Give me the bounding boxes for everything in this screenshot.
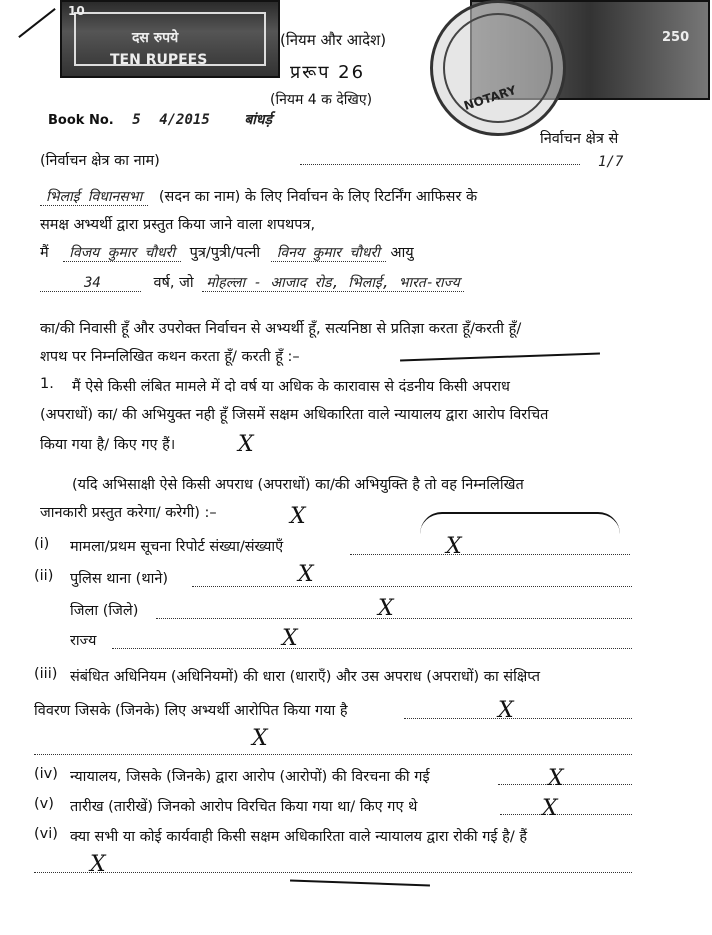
field-ii-number: (ii) xyxy=(34,568,54,584)
condition-line2: जानकारी प्रस्तुत करेगा/ करेगी) :– xyxy=(40,505,217,521)
book-number-handwritten: 5 xyxy=(132,112,141,128)
constituency-name-line xyxy=(300,150,580,165)
affidavit-intro: समक्ष अभ्यर्थी द्वारा प्रस्तुत किया जाने वाला शपथपत्र, xyxy=(40,217,316,233)
field-iii-line-a xyxy=(404,704,632,719)
declarant-mai: मैं xyxy=(40,245,49,261)
bottom-stroke xyxy=(290,880,430,886)
stamp-value-hindi: दस रुपये xyxy=(132,30,179,46)
page-note: 1/7 xyxy=(598,154,624,170)
item1-number: 1. xyxy=(40,376,54,392)
rule-reference: (नियम 4 क देखिए) xyxy=(270,92,373,108)
stamp-value-english: TEN RUPEES xyxy=(110,52,208,68)
father-name-handwritten: विनय कुमार चौधरी xyxy=(271,245,386,262)
oath-line: शपथ पर निम्नलिखित कथन करता हूँ/ करती हूँ :– xyxy=(40,349,300,365)
field-vi-number: (vi) xyxy=(34,826,58,842)
condition-x-mark: X xyxy=(290,504,306,529)
field-iv-line xyxy=(498,770,632,785)
stamp-right-value: 250 xyxy=(662,30,690,45)
district-label: जिला (जिले) xyxy=(70,603,139,619)
declarant-line xyxy=(40,242,414,262)
field-iii-x-mark-a: X xyxy=(498,698,514,723)
field-vi-line xyxy=(34,858,632,873)
field-i-x-mark: X xyxy=(446,534,462,559)
field-v-number: (v) xyxy=(34,796,54,812)
state-label: राज्य xyxy=(70,633,97,649)
age-label: आयु xyxy=(390,245,414,261)
field-iii-line1: संबंधित अधिनियम (अधिनियमों) की धारा (धाराएँ) और उस अपराध (अपराधों) का संक्षिप्त xyxy=(70,669,540,685)
item1-line3: किया गया है/ किए गए हैं। xyxy=(40,437,176,453)
constituency-label-left: (निर्वाचन क्षेत्र का नाम) xyxy=(40,153,160,169)
field-iii-line-b xyxy=(34,740,632,755)
field-i-number: (i) xyxy=(34,536,50,552)
seal-text: NOTARY xyxy=(462,82,518,114)
address-handwritten: मोहल्ला - आजाद रोड, भिलाई, भारत-राज्य xyxy=(202,275,463,292)
place-handwritten: बांधर्ड़ xyxy=(244,112,273,128)
item1-x-mark: X xyxy=(238,432,254,457)
stamp-ten-rupees xyxy=(60,0,280,78)
field-v-x-mark: X xyxy=(542,796,558,821)
book-line xyxy=(48,110,272,129)
constituency-label-right: निर्वाचन क्षेत्र से xyxy=(540,131,619,147)
field-iv-number: (iv) xyxy=(34,766,58,782)
rules-heading: (नियम और आदेश) xyxy=(280,31,387,49)
notary-seal xyxy=(430,0,566,136)
age-address-line xyxy=(40,272,464,292)
item1-line2: (अपराधों) का/ की अभियुक्त नही हूँ जिसमें सक्षम अधिकारिता वाले न्यायालय द्वारा आरोप विरचित xyxy=(40,407,549,423)
field-ii-label: पुलिस थाना (थाने) xyxy=(70,571,169,587)
relation-label: पुत्र/पुत्री/पत्नी xyxy=(189,245,261,261)
field-iii-x-mark-b: X xyxy=(252,726,268,751)
house-line xyxy=(40,186,477,206)
age-handwritten: 34 xyxy=(40,275,141,292)
field-iii-number: (iii) xyxy=(34,666,58,682)
field-iv-label: न्यायालय, जिसके (जिनके) द्वारा आरोप (आरोपों) की विरचना की गई xyxy=(70,769,430,785)
house-name-handwritten: भिलाई विधानसभा xyxy=(40,189,148,206)
field-vi-x-mark: X xyxy=(90,852,106,877)
state-x-mark: X xyxy=(282,626,298,651)
state-line xyxy=(112,634,632,649)
field-v-label: तारीख (तारीखें) जिनको आरोप विरचित किया गया था/ किए गए थे xyxy=(70,799,418,815)
house-text: (सदन का नाम) के लिए निर्वाचन के लिए रिटर्निंग आफिसर के xyxy=(158,189,478,205)
field-iv-x-mark: X xyxy=(548,766,564,791)
field-v-line xyxy=(500,800,632,815)
form-number: प्ररूप 26 xyxy=(290,62,366,83)
field-vi-label: क्या सभी या कोई कार्यवाही किसी सक्षम अधिकारिता वाले न्यायालय द्वारा रोकी गई है/ हैं xyxy=(70,829,528,845)
oath-underline-stroke xyxy=(400,353,600,361)
diagonal-mark xyxy=(18,8,55,38)
condition-curve-stroke xyxy=(420,512,620,534)
stamp-value-top: 10 xyxy=(68,4,85,18)
field-i-label: मामला/प्रथम सूचना रिपोर्ट संख्या/संख्याएँ xyxy=(70,539,284,555)
serial-handwritten: 4/2015 xyxy=(159,112,210,128)
item1-line1: मैं ऐसे किसी लंबित मामले में दो वर्ष या अधिक के कारावास से दंडनीय किसी अपराध xyxy=(72,379,510,395)
resident-line: का/की निवासी हूँ और उपरोक्त निर्वाचन से अभ्यर्थी हूँ, सत्यनिष्ठा से प्रतिज्ञा करता हूँ/करती हूँ/ xyxy=(40,321,522,337)
condition-line1: (यदि अभिसाक्षी ऐसे किसी अपराध (अपराधों) का/की अभियुक्ति है तो वह निम्नलिखित xyxy=(72,477,524,493)
years-label: वर्ष, जो xyxy=(153,275,194,291)
field-i-line xyxy=(350,540,630,555)
field-ii-x-mark: X xyxy=(298,562,314,587)
book-label: Book No. xyxy=(48,113,114,128)
field-ii-line xyxy=(192,572,632,587)
declarant-name-handwritten: विजय कुमार चौधरी xyxy=(63,245,181,262)
district-x-mark: X xyxy=(378,596,394,621)
district-line xyxy=(156,604,632,619)
field-iii-line2: विवरण जिसके (जिनके) लिए अभ्यर्थी आरोपित किया गया है xyxy=(34,703,348,719)
